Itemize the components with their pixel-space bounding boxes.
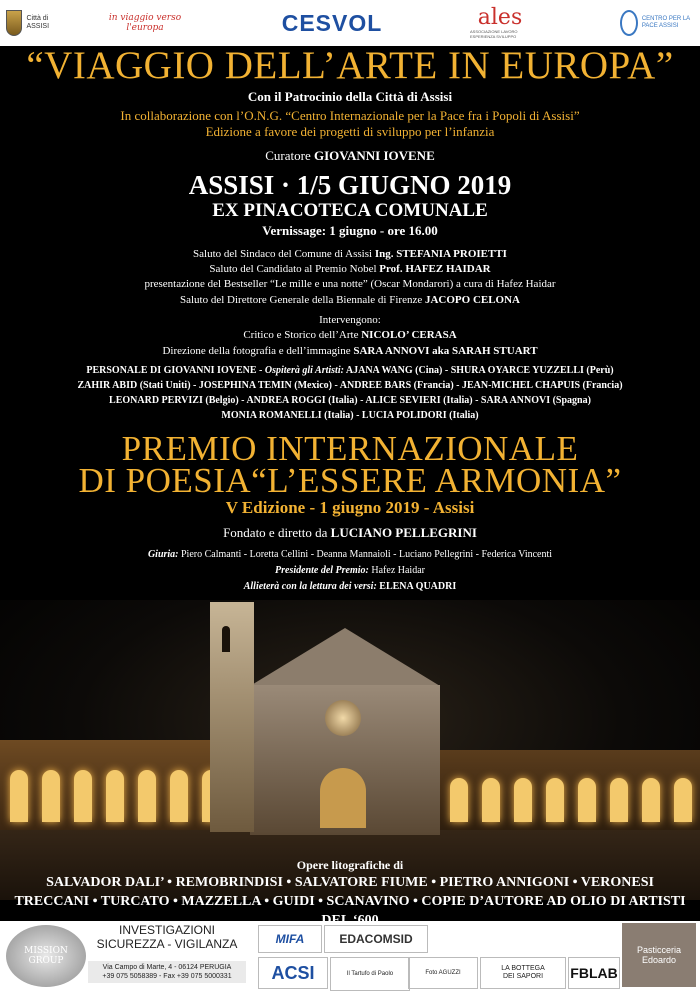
- event-venue: EX PINACOTECA COMUNALE: [212, 200, 488, 221]
- direzione-pre: Direzione della fotografia e dell’immagine: [162, 345, 351, 357]
- artists-line-3: LEONARD PERVIZI (Belgio) - ANDREA ROGGI (Italia) - ALICE SEVIERI (Italia) - SARA ANNOVI (Spagna): [109, 395, 591, 406]
- assisi-crest-icon: [6, 10, 22, 36]
- mission-addr-1: Via Campo di Marte, 4 - 06124 PERUGIA: [102, 964, 232, 971]
- arch: [42, 770, 60, 822]
- edizione-favore: Edizione a favore dei progetti di sviluppo per l’infanzia: [205, 124, 495, 139]
- premio-title-line-2: DI POESIA“L’ESSERE ARMONIA”: [78, 461, 622, 500]
- opere-line-2: TRECCANI • TURCATO • MAZZELLA • GUIDI • SCANAVINO • COPIE D’AUTORE AD OLIO DI ARTISTI: [14, 894, 686, 909]
- arch: [674, 778, 692, 822]
- arch: [642, 778, 660, 822]
- saluto1-name: Ing. STEFANIA PROIETTI: [374, 248, 507, 260]
- church-gable: [250, 628, 440, 686]
- arch: [138, 770, 156, 822]
- foto-aguzzi-logo: Foto AGUZZI: [408, 957, 478, 989]
- arch: [610, 778, 628, 822]
- ales-logo-sub: ASSOCIAZIONE LAVORO ESPERIENZA SVILUPPO: [470, 29, 518, 39]
- edacom-logo: EDACOMSID: [324, 925, 428, 953]
- viaggio-europa-logo: in viaggio verso l'europa: [108, 13, 182, 33]
- main-title: “VIAGGIO DELL’ARTE IN EUROPA”: [26, 44, 674, 87]
- acsi-logo: ACSI: [258, 957, 328, 989]
- arch: [10, 770, 28, 822]
- event-date: ASSISI · 1/5 GIUGNO 2019: [188, 170, 512, 200]
- saluto3-pre: Saluto del Direttore Generale della Biennale di Firenze: [180, 294, 423, 306]
- bottega-line-2: DEI SAPORI: [502, 973, 544, 980]
- giuria: [0, 547, 700, 562]
- mission-logo-top: MISSION: [24, 946, 68, 956]
- arch: [546, 778, 564, 822]
- bottega-line-1: LA BOTTEGA: [501, 965, 545, 972]
- bottega-sapori-logo: [480, 957, 566, 989]
- top-logo-strip: [0, 0, 700, 46]
- fblab-logo: FBLAB: [568, 957, 620, 989]
- critico-pre: Critico e Storico dell’Arte: [243, 329, 359, 341]
- centro-pace-logo: [620, 4, 696, 42]
- arch: [106, 770, 124, 822]
- artists-line-1-rest: AJANA WANG (Cina) - SHURA OYARCE YUZZELLI (Perù): [345, 365, 614, 376]
- direzione-name: SARA ANNOVI aka SARAH STUART: [353, 345, 538, 357]
- presidente-name: Hafez Haidar: [371, 565, 425, 576]
- presentazione: presentazione del Bestseller “Le mille e una notte” (Oscar Mondarori) a cura di Hafez Haidar: [144, 278, 556, 290]
- allietera: [0, 579, 700, 594]
- curatore-name: GIOVANNI IOVENE: [313, 148, 435, 163]
- patrocinio: Con il Patrocinio della Città di Assisi: [247, 89, 453, 104]
- left-arcade: [0, 740, 240, 830]
- artists-line-4: MONIA ROMANELLI (Italia) - LUCIA POLIDORI (Italia): [221, 410, 479, 421]
- centro-pace-text: CENTRO PER LA PACE ASSISI: [641, 16, 690, 29]
- saluto1-pre: Saluto del Sindaco del Comune di Assisi: [193, 248, 373, 260]
- saluto3-name: JACOPO CELONA: [424, 294, 520, 306]
- arch: [482, 778, 500, 822]
- opere-line-1: SALVADOR DALI’ • REMOBRINDISI • SALVATORE FIUME • PIETRO ANNIGONI • VERONESI: [46, 875, 654, 890]
- artists-line-1: [0, 364, 700, 378]
- citta-di-assisi-logo: [6, 4, 68, 42]
- giuria-names: Piero Calmanti - Loretta Cellini - Deanna Mannaioli - Luciano Pellegrini - Federica Vincenti: [181, 549, 553, 560]
- ospitera-label: Ospiterà gli Artisti:: [264, 365, 344, 376]
- sponsor-strip: [0, 921, 700, 991]
- mission-group-logo: [6, 925, 86, 987]
- premio-edizione: V Edizione - 1 giugno 2019 - Assisi: [225, 498, 475, 517]
- cesvol-logo: CESVOL: [281, 9, 383, 36]
- allietera-name: ELENA QUADRI: [379, 581, 457, 592]
- mifa-logo: MIFA: [258, 925, 322, 953]
- ales-logo-name: ales: [477, 5, 523, 30]
- saluto-biennale: [0, 293, 700, 307]
- pasticceria-line-1: Pasticceria: [636, 945, 681, 955]
- mission-address: [88, 961, 246, 983]
- curatore-label: Curatore: [265, 148, 311, 163]
- arch: [74, 770, 92, 822]
- premio-title-line-1: PREMIO INTERNAZIONALE: [121, 429, 579, 468]
- saluto2-name: Prof. HAFEZ HAIDAR: [379, 263, 491, 275]
- pasticceria-edoardo-logo: [622, 923, 696, 987]
- opere-block: [0, 858, 700, 930]
- artists-line-2: ZAHIR ABID (Stati Uniti) - JOSEPHINA TEMIN (Mexico) - ANDREE BARS (Francia) - JEAN-MICHEL CHAPUIS (Francia): [77, 380, 623, 391]
- presidente-label: Presidente del Premio:: [275, 565, 369, 576]
- arch: [170, 770, 188, 822]
- pasticceria-line-2: Edoardo: [641, 955, 677, 965]
- right-arcade: [410, 750, 700, 830]
- mission-main-2: SICUREZZA - VIGILANZA: [96, 937, 238, 951]
- dove-icon: [620, 10, 638, 36]
- giuria-label: Giuria:: [147, 549, 179, 560]
- saluto-sindaco: [0, 247, 700, 261]
- arch: [514, 778, 532, 822]
- church-portal: [320, 768, 366, 828]
- vernissage: Vernissage: 1 giugno - ore 16.00: [262, 223, 438, 238]
- bell-tower-window: [222, 626, 230, 652]
- allietera-label: Allieterà con la lettura dei versi:: [243, 581, 377, 592]
- mission-logo-bottom: GROUP: [28, 956, 64, 966]
- bell-tower: [210, 602, 254, 832]
- critico-name: NICOLO’ CERASA: [361, 329, 457, 341]
- fondato-name: LUCIANO PELLEGRINI: [330, 525, 477, 540]
- mission-addr-2: +39 075 5058389 - Fax +39 075 5000331: [102, 973, 232, 980]
- opere-title: Opere litografiche di: [296, 858, 404, 872]
- arch: [450, 778, 468, 822]
- presidente: [0, 563, 700, 578]
- rose-window: [325, 700, 361, 736]
- fondato: [0, 525, 700, 540]
- arch: [578, 778, 596, 822]
- personale-lead: PERSONALE DI GIOVANNI IOVENE -: [86, 365, 263, 376]
- curatore: [0, 148, 700, 163]
- collaborazione: In collaborazione con l’O.N.G. “Centro Internazionale per la Pace fra i Popoli di Assisi”: [120, 108, 580, 123]
- direzione: [0, 344, 700, 358]
- mission-services: [88, 923, 246, 951]
- intervengono: Intervengono:: [319, 314, 381, 326]
- tartufo-logo: Il Tartufo di Paolo: [330, 957, 410, 991]
- ales-logo: [470, 4, 530, 42]
- fondato-pre: Fondato e diretto da: [223, 525, 328, 540]
- basilica-photo: [0, 600, 700, 900]
- assisi-logo-text: Città di ASSISI: [26, 15, 50, 30]
- saluto2-pre: Saluto del Candidato al Premio Nobel: [209, 263, 377, 275]
- critico: [0, 328, 700, 342]
- saluto-nobel: [0, 262, 700, 276]
- mission-main-1: INVESTIGAZIONI: [118, 923, 215, 937]
